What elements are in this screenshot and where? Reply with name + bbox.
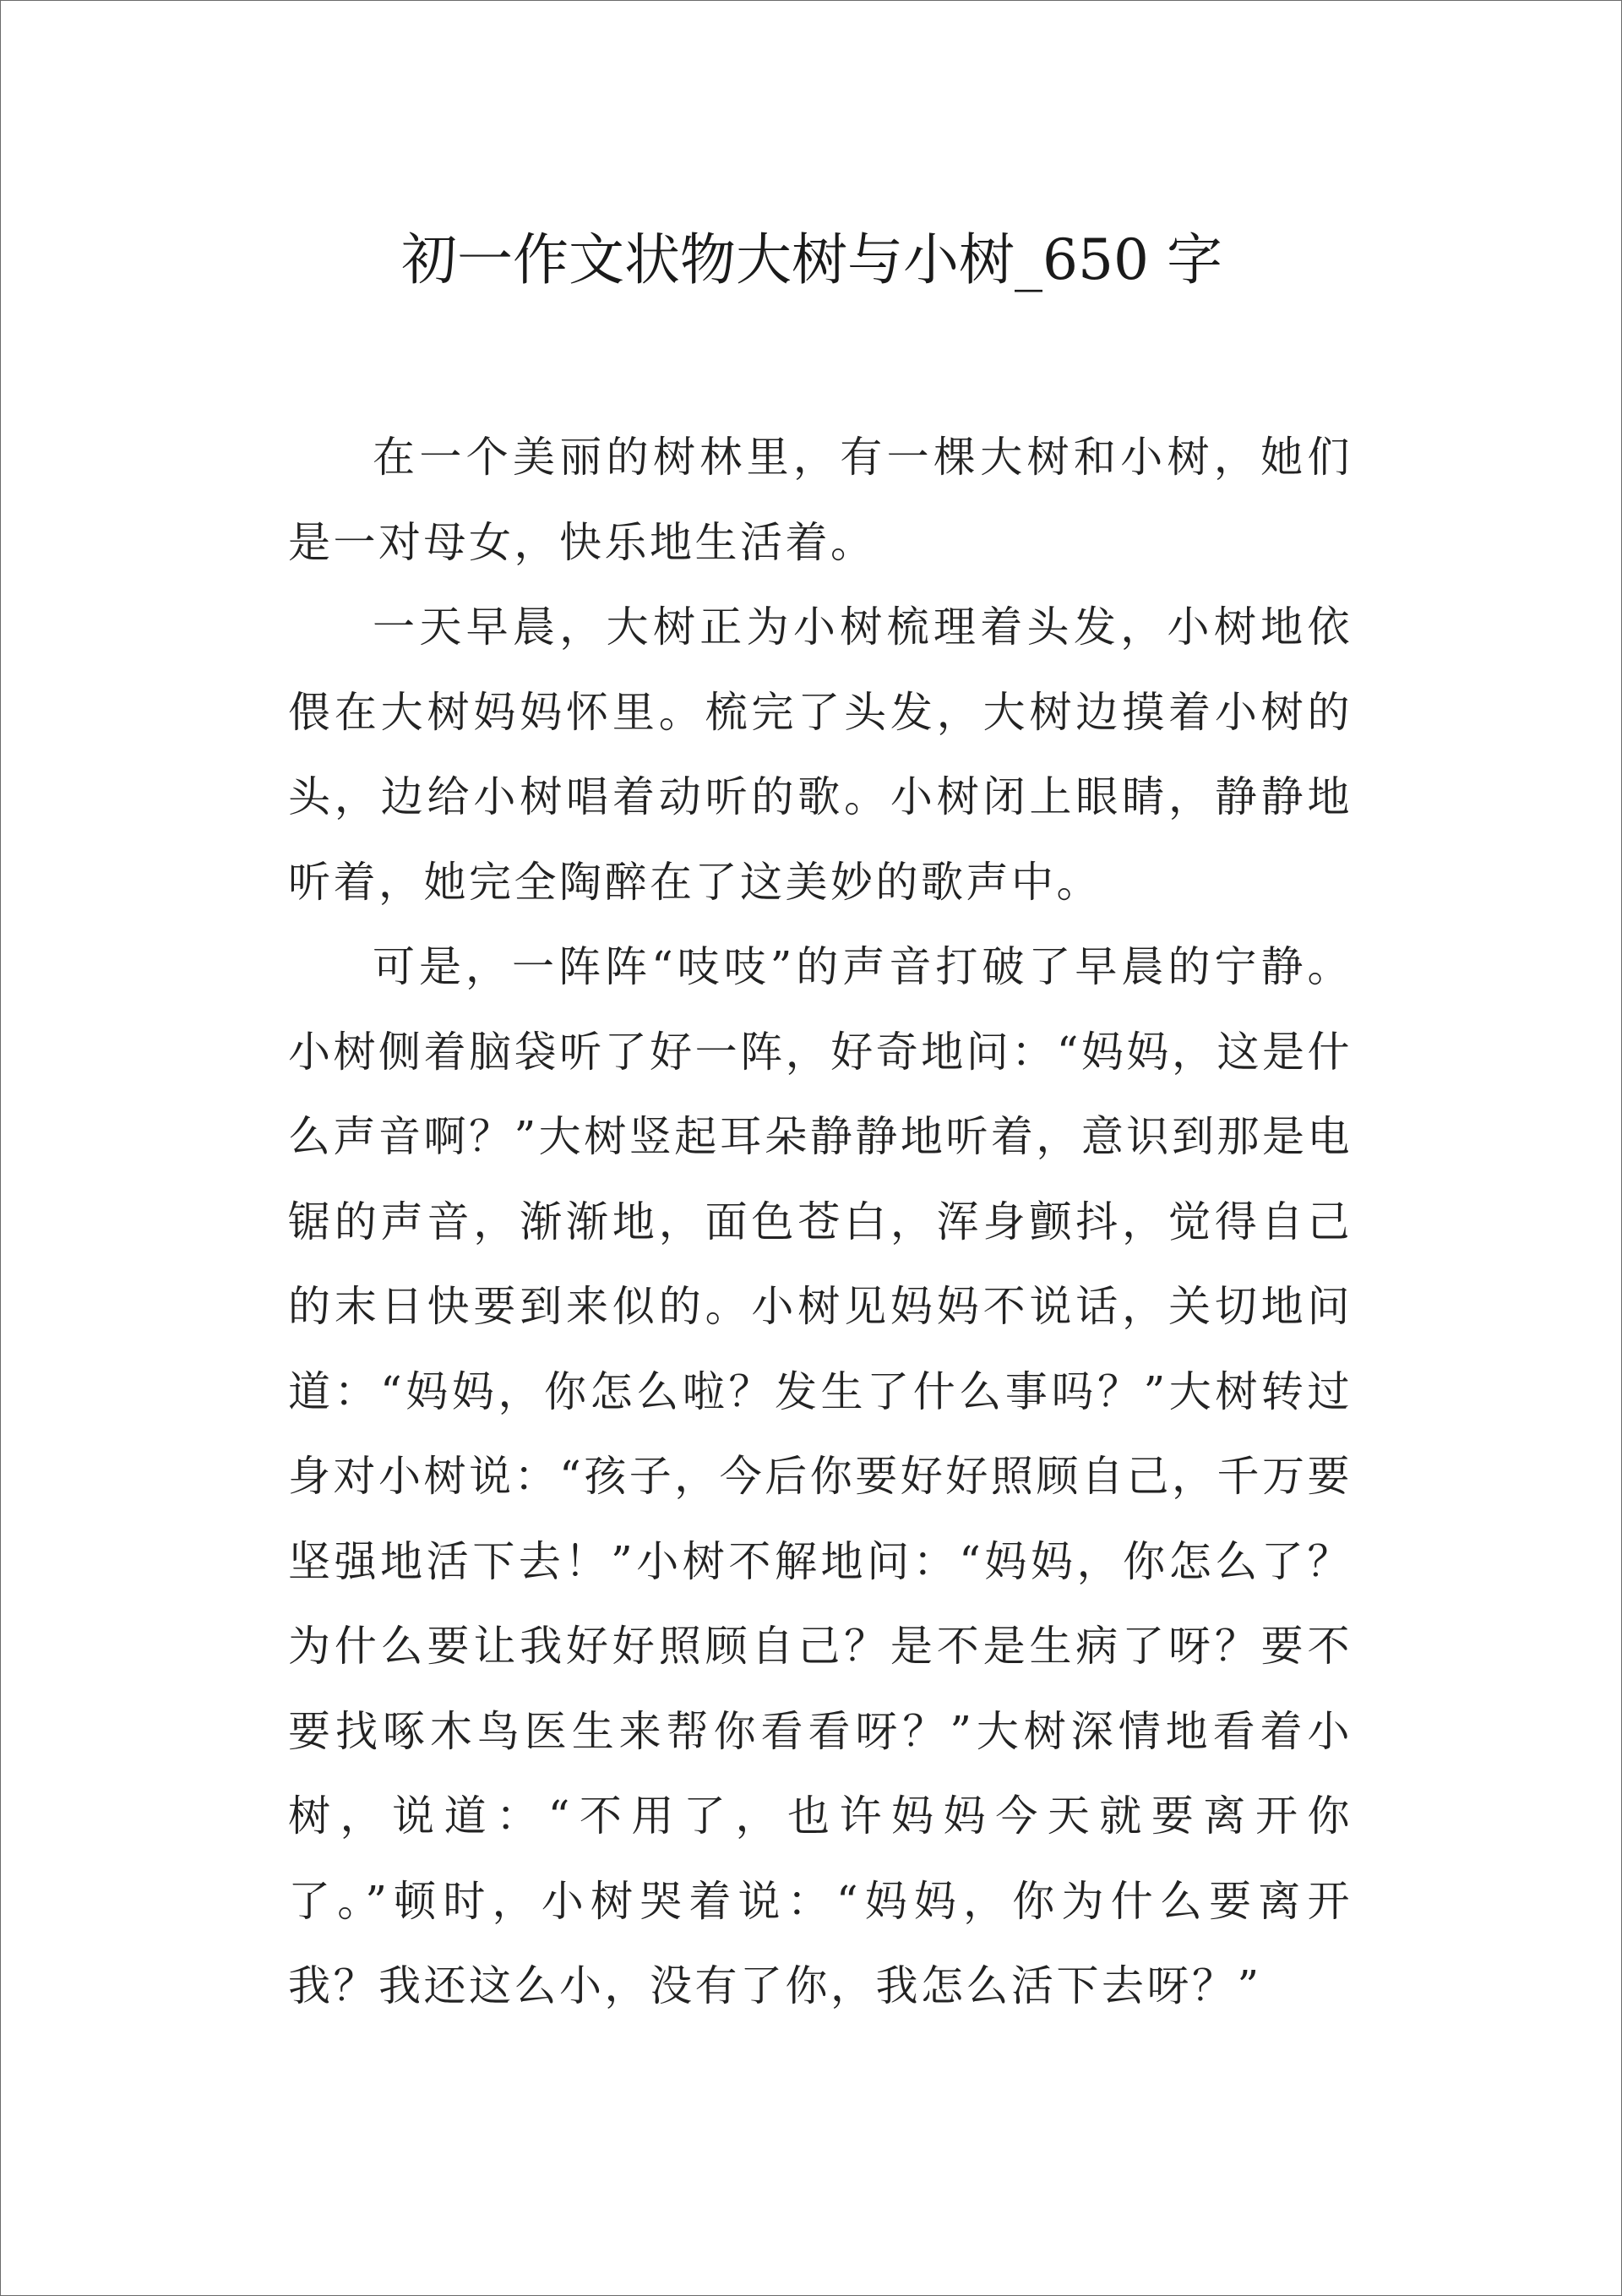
paragraph-2: 一天早晨，大树正为小树梳理着头发，小树地依偎在大树妈妈怀里。梳完了头发，大树边摸着小树的头，边给小树唱着动听的歌。小树闭上眼睛，静静地听着，她完全陶醉在了这美妙的歌声中。 bbox=[288, 603, 1353, 907]
document-body bbox=[288, 415, 1353, 2029]
document-title: 初一作文状物大树与小树_650 字 bbox=[401, 227, 1222, 292]
paragraph-1: 在一个美丽的树林里，有一棵大树和小树，她们是一对母女，快乐地生活着。 bbox=[288, 433, 1353, 567]
paragraph-3: 可是，一阵阵“吱吱”的声音打破了早晨的宁静。小树侧着脑袋听了好一阵，好奇地问：“妈妈，这是什么声音啊？”大树竖起耳朵静静地听着，意识到那是电锯的声音，渐渐地，面色苍白，浑身颤抖，觉得自己的末日快要到来似的。小树见妈妈不说话，关切地问道：“妈妈，你怎么啦？发生了什么事吗？”大树转过身对小树说：“孩子，今后你要好好照顾自己，千万要坚强地活下去！”小树不解地问：“妈妈，你怎么了？为什么要让我好好照顾自己？是不是生病了呀？要不要找啄木鸟医生来帮你看看呀？”大树深情地看着小树，说道：“不用了，也许妈妈今天就要离开你了。”顿时，小树哭着说：“妈妈，你为什么要离开我？我还这么小，没有了你，我怎么活下去呀？” bbox=[288, 942, 1353, 2010]
